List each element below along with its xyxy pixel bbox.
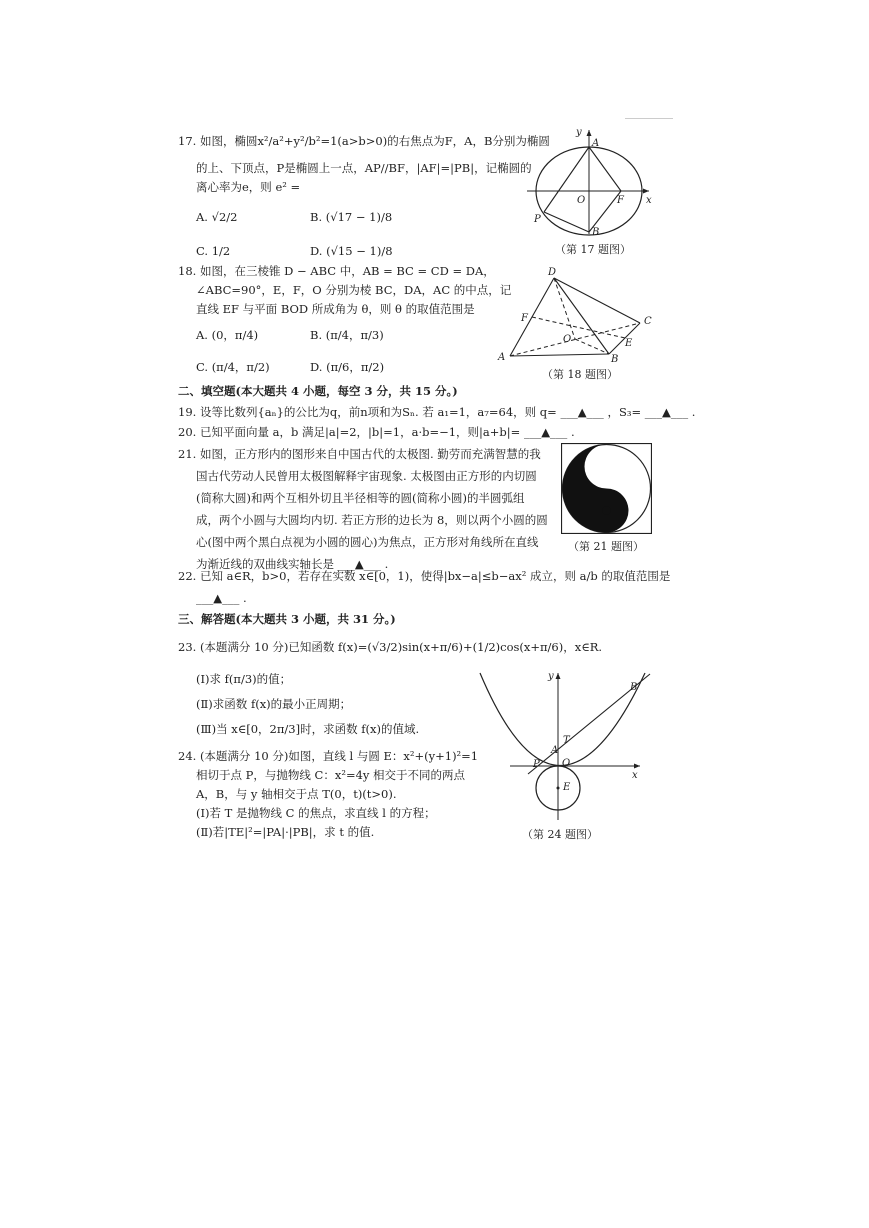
q21-line4: 成，两个小圆与大圆均内切. 若正方形的边长为 8，则以两个小圆的圆 [196,513,548,527]
q21-line1: 21. 如图，正方形内的图形来自中国古代的太极图. 勤劳而充满智慧的我 [178,447,541,461]
q18-figure-pyramid [494,266,659,366]
q24-line3: A，B，与 y 轴相交于点 T(0，t)(t>0). [196,787,397,801]
q18-fig-point-a: A [498,352,506,363]
q24-fig-y-label: y [548,671,554,682]
q21-line5: 心(图中两个黑白点视为小圆的圆心)为焦点，正方形对角线所在直线 [196,535,539,549]
q17-option-a: A. √2/2 [196,210,238,224]
q24-fig-point-e: E [563,782,571,793]
q18-fig-point-b: B [611,354,619,365]
q21-line6: 为渐近线的双曲线实轴长是 ___▲___ . [196,557,389,571]
q18-stem-line2: ∠ABC=90°，E，F，O 分别为棱 BC，DA，AC 的中点，记 [196,283,512,297]
q17-stem-line1: 17. 如图，椭圆x²/a²+y²/b²=1(a>b>0)的右焦点为F，A，B分别为椭圆 [178,134,550,148]
q17-fig-point-o: O [577,195,586,206]
q24-fig-x-label: x [632,770,638,781]
q17-fig-point-p: P [534,214,541,225]
q18-fig-point-d: D [548,267,557,278]
q18-fig-point-o: O [563,334,572,345]
q22-line2: ___▲___ . [196,591,247,605]
q17-stem-line2: 的上、下顶点，P是椭圆上一点，AP//BF，|AF|=|PB|，记椭圆的 [196,161,532,175]
q17-fig-y-label: y [576,127,582,138]
q18-option-c: C. (π/4，π/2) [196,360,270,374]
q21-line2: 国古代劳动人民曾用太极图解释宇宙现象. 太极图由正方形的内切圆 [196,469,537,483]
q18-caption: （第 18 题图） [542,368,618,381]
q21-caption: （第 21 题图） [568,540,644,553]
q24-fig-point-t: T [563,735,570,746]
q23-line2: (Ⅰ)求 f(π/3)的值； [196,672,292,686]
section-2-heading: 二、填空题(本大题共 4 小题，每空 3 分，共 15 分。) [178,384,458,398]
q24-fig-point-p: P [533,759,540,770]
q18-option-b: B. (π/4，π/3) [310,328,384,342]
q17-fig-point-b: B [592,227,600,236]
q17-fig-point-f: F [617,195,624,206]
q17-figure-ellipse [525,124,655,236]
q24-line2: 相切于点 P，与抛物线 C：x²=4y 相交于不同的两点 [196,768,466,782]
q17-fig-x-label: x [646,195,652,206]
scan-mark [625,118,673,119]
q17-option-c: C. 1/2 [196,244,231,258]
q18-fig-point-c: C [644,316,652,327]
q21-line3: (简称大圆)和两个互相外切且半径相等的圆(简称小圆)的半圆弧组 [196,491,525,505]
q24-fig-point-o: O [562,758,571,769]
q19-text: 19. 设等比数列{aₙ}的公比为q，前n项和为Sₙ. 若 a₁=1，a₇=64，则 q= ___▲___ ，S₃= ___▲___ . [178,405,696,419]
q22-line1: 22. 已知 a∈R，b>0，若存在实数 x∈[0，1)，使得|bx−a|≤b−ax² 成立，则 a/b 的取值范围是 [178,569,671,583]
q17-option-b: B. (√17 − 1)/8 [310,210,393,224]
q24-caption: （第 24 题图） [522,828,598,841]
q17-stem-line3: 离心率为e，则 e² = [196,180,301,194]
section-3-heading: 三、解答题(本大题共 3 小题，共 31 分。) [178,612,396,626]
q18-stem-line3: 直线 EF 与平面 BOD 所成角为 θ，则 θ 的取值范围是 [196,302,475,316]
q24-fig-point-b: B [630,682,638,693]
q24-line5: (Ⅱ)若|TE|²=|PA|·|PB|，求 t 的值. [196,825,375,839]
q23-line4: (Ⅲ)当 x∈[0，2π/3]时，求函数 f(x)的值域. [196,722,420,736]
q21-figure-taiji [561,443,652,534]
q17-option-d: D. (√15 − 1)/8 [310,244,393,258]
q18-option-a: A. (0，π/4) [196,328,259,342]
q24-fig-point-a: A [551,745,559,756]
q24-line1: 24. (本题满分 10 分)如图，直线 l 与圆 E：x²+(y+1)²=1 [178,749,479,763]
q18-fig-point-e: E [625,338,633,349]
q17-caption: （第 17 题图） [555,243,631,256]
q18-stem-line1: 18. 如图，在三棱锥 D − ABC 中，AB = BC = CD = DA， [178,264,495,278]
q18-fig-point-f: F [521,313,528,324]
q23-line3: (Ⅱ)求函数 f(x)的最小正周期； [196,697,352,711]
q24-line4: (Ⅰ)若 T 是抛物线 C 的焦点，求直线 l 的方程； [196,806,436,820]
q23-line1: 23. (本题满分 10 分)已知函数 f(x)=(√3/2)sin(x+π/6)+(1/2)cos(x+π/6)，x∈R. [178,640,603,654]
q20-text: 20. 已知平面向量 a，b 满足|a|=2，|b|=1，a·b=−1，则|a+b|= ___▲___ . [178,425,575,439]
q24-figure-parabola [470,668,655,823]
q17-fig-point-a: A [592,138,600,149]
q18-option-d: D. (π/6，π/2) [310,360,385,374]
